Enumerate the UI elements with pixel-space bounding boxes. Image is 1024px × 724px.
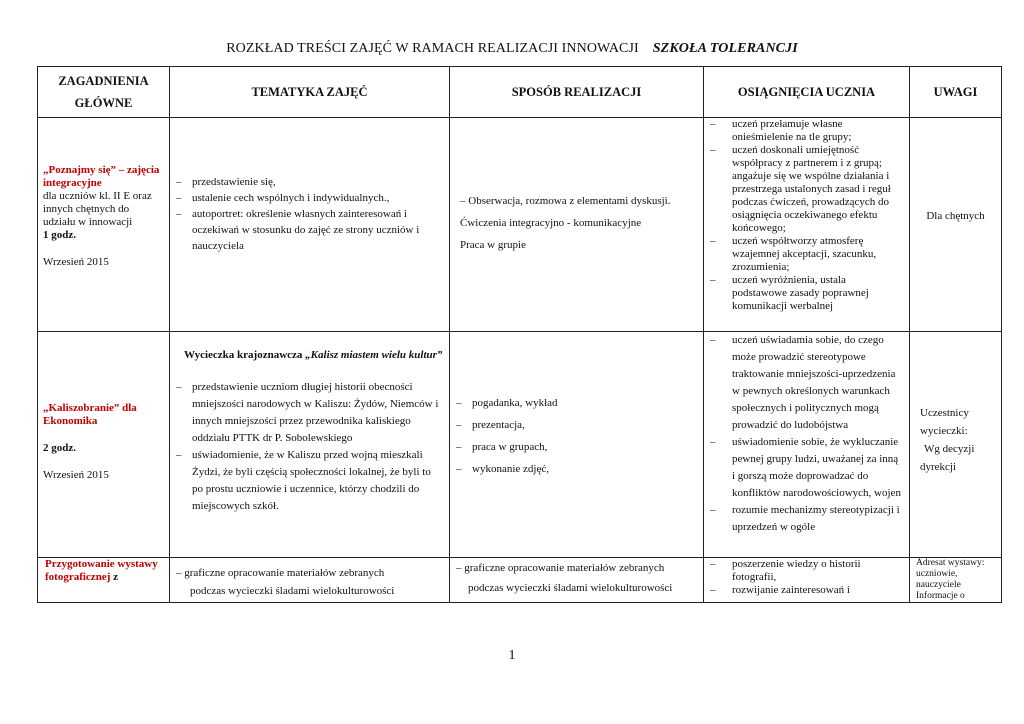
row2-achievement-list	[710, 332, 903, 536]
schedule-table	[37, 66, 1002, 603]
row1-achievements	[704, 118, 910, 332]
row1-achievement-list	[710, 118, 903, 313]
row1-notes	[910, 118, 1002, 332]
row2-achievements	[704, 332, 910, 558]
row2-themes	[170, 332, 450, 558]
row2-notes-line3: Wg decyzji	[924, 443, 975, 455]
table-row	[38, 558, 1002, 603]
row2-topic	[38, 332, 170, 558]
row3-topic-title: Przygotowanie wystawy fotograficznej	[45, 558, 158, 583]
list-item: – pogadanka, wykład	[456, 392, 697, 414]
list-item: – autoportret: określenie własnych zainteresowań i oczekiwań w stosunku do zajęć ze strony uczniów i nauczyciela	[176, 206, 443, 254]
header-achievements: OSIĄGNIĘCIA UCZNIA	[704, 67, 910, 118]
list-item: – poszerzenie wiedzy o historii fotografii,	[710, 558, 903, 584]
page-number: 1	[508, 648, 516, 663]
list-item: – uświadomienie sobie, że wykluczanie pewnej grupy ludzi, uważanej za inną i gorszą może doprowadzać do konfliktów narodowościowych, wojen	[710, 434, 903, 502]
list-item: – prezentacja,	[456, 414, 697, 436]
list-item: – ustalenie cech wspólnych i indywidualnych.,	[176, 190, 443, 206]
list-item: – uczeń uświadamia sobie, do czego może prowadzić stereotypowe traktowanie mniejszości-uprzedzenia w pewnych określonych warunkach społecznych i politycznych mogą prowadzić do ludobójstwa	[710, 332, 903, 434]
row3-themes	[170, 558, 450, 603]
row1-hours: 1 godz.	[43, 229, 76, 241]
row1-method-3: Praca w grupie	[460, 239, 526, 251]
list-item: – rozwijanie zainteresowań i	[710, 584, 903, 597]
row3-notes: Adresat wystawy: uczniowie, nauczyciele Informacje o	[910, 558, 1002, 603]
list-item: – wykonanie zdjęć,	[456, 458, 697, 480]
row2-methods	[450, 332, 704, 558]
row3-topic	[38, 558, 170, 603]
list-item: – rozumie mechanizmy stereotypizacji i uprzedzeń w ogóle	[710, 502, 903, 536]
row1-topic-title: „Poznajmy się” – zajęcia integracyjne	[43, 164, 160, 189]
row1-notes-text: Dla chętnych	[926, 210, 985, 222]
header-themes: TEMATYKA ZAJĘĆ	[170, 67, 450, 118]
row1-method-1-text: Obserwacja, rozmowa z elementami dyskusji.	[468, 195, 671, 207]
header-topics	[38, 67, 170, 118]
list-item: – przedstawienie się,	[176, 174, 443, 190]
row2-date: Wrzesień 2015	[43, 469, 109, 481]
title-emphasis: SZKOŁA TOLERANCJI	[652, 41, 798, 56]
row3-method-line1: – graficzne opracowanie materiałów zebranych	[456, 562, 665, 574]
header-methods: SPOSÓB REALIZACJI	[450, 67, 704, 118]
row2-notes-line2: wycieczki:	[920, 425, 968, 437]
row2-hours: 2 godz.	[43, 442, 76, 454]
header-topics-line2: GŁÓWNE	[74, 96, 133, 110]
row2-theme-list	[176, 379, 443, 515]
row2-method-list	[456, 392, 697, 480]
row1-methods	[450, 118, 704, 332]
row3-achievement-list	[710, 558, 903, 597]
row1-themes	[170, 118, 450, 332]
row2-notes-block	[916, 404, 995, 476]
header-row	[38, 67, 1002, 118]
row3-topic-suffix: z	[113, 571, 118, 583]
list-item: – uświadomienie, że w Kaliszu przed wojną mieszkali Żydzi, że byli częścią społeczności lokalnej, że byli to po prostu uczniowie i uczennice, którzy chodzili do miejscowych szkół.	[176, 447, 443, 515]
row2-notes-line1: Uczestnicy	[920, 407, 969, 419]
row2-notes-line4: dyrekcji	[920, 461, 957, 473]
row1-theme-list	[176, 174, 443, 254]
row1-method-2: Ćwiczenia integracyjno - komunikacyjne	[460, 217, 642, 229]
table-row	[38, 118, 1002, 332]
list-item: – praca w grupach,	[456, 436, 697, 458]
row3-methods	[450, 558, 704, 603]
row2-trip-label: Wycieczka krajoznawcza	[184, 349, 303, 361]
row1-method-1: – Obserwacja, rozmowa z elementami dyskusji.	[460, 195, 671, 207]
row3-theme-line2: podczas wycieczki śladami wielokulturowości	[190, 585, 395, 597]
row1-date: Wrzesień 2015	[43, 256, 109, 268]
title-main: ROZKŁAD TREŚCI ZAJĘĆ W RAMACH REALIZACJI INNOWACJI	[226, 41, 639, 56]
header-notes: UWAGI	[910, 67, 1002, 118]
list-item: – uczeń wyróżnienia, ustala podstawowe zasady poprawnej komunikacji werbalnej	[710, 274, 903, 313]
list-item: – przedstawienie uczniom długiej historii obecności mniejszości narodowych w Kaliszu: Żydów, Niemców i innych mniejszości przez przewodnika kaliskiego oddziału PTTK dr P. Sobolewskiego	[176, 379, 443, 447]
row3-theme-line1-text: graficzne opracowanie materiałów zebranych	[184, 567, 385, 579]
table-row	[38, 332, 1002, 558]
row3-achievements	[704, 558, 910, 603]
row2-topic-title: „Kaliszobranie” dla Ekonomika	[43, 402, 137, 427]
row3-theme-line1: – graficzne opracowanie materiałów zebranych	[176, 567, 385, 579]
row1-topic-desc: dla uczniów kl. II E oraz innych chętnych do udziału w innowacji	[43, 190, 152, 228]
row3-method-line1-text: graficzne opracowanie materiałów zebranych	[464, 562, 665, 574]
row3-method-line2: podczas wycieczki śladami wielokulturowości	[468, 582, 673, 594]
list-item: – uczeń współtworzy atmosferę wzajemnej akceptacji, szacunku, zrozumienia;	[710, 235, 903, 274]
list-item: – uczeń doskonali umiejętność współpracy z partnerem i z grupą; angażuje się we wspólne działania i przestrzega ustalonych zasad i reguł podczas ćwiczeń, prowadzących do osiągnięcia oczekiwanego efektu końcowego;	[710, 144, 903, 235]
header-topics-line1: ZAGADNIENIA	[58, 74, 149, 88]
list-item: – uczeń przełamuje własne onieśmielenie na tle grupy;	[710, 118, 903, 144]
row2-notes	[910, 332, 1002, 558]
row2-trip-heading	[176, 346, 443, 365]
document-title	[0, 41, 1024, 57]
row1-topic	[38, 118, 170, 332]
row2-trip-name: „Kalisz miastem wielu kultur”	[305, 349, 443, 361]
